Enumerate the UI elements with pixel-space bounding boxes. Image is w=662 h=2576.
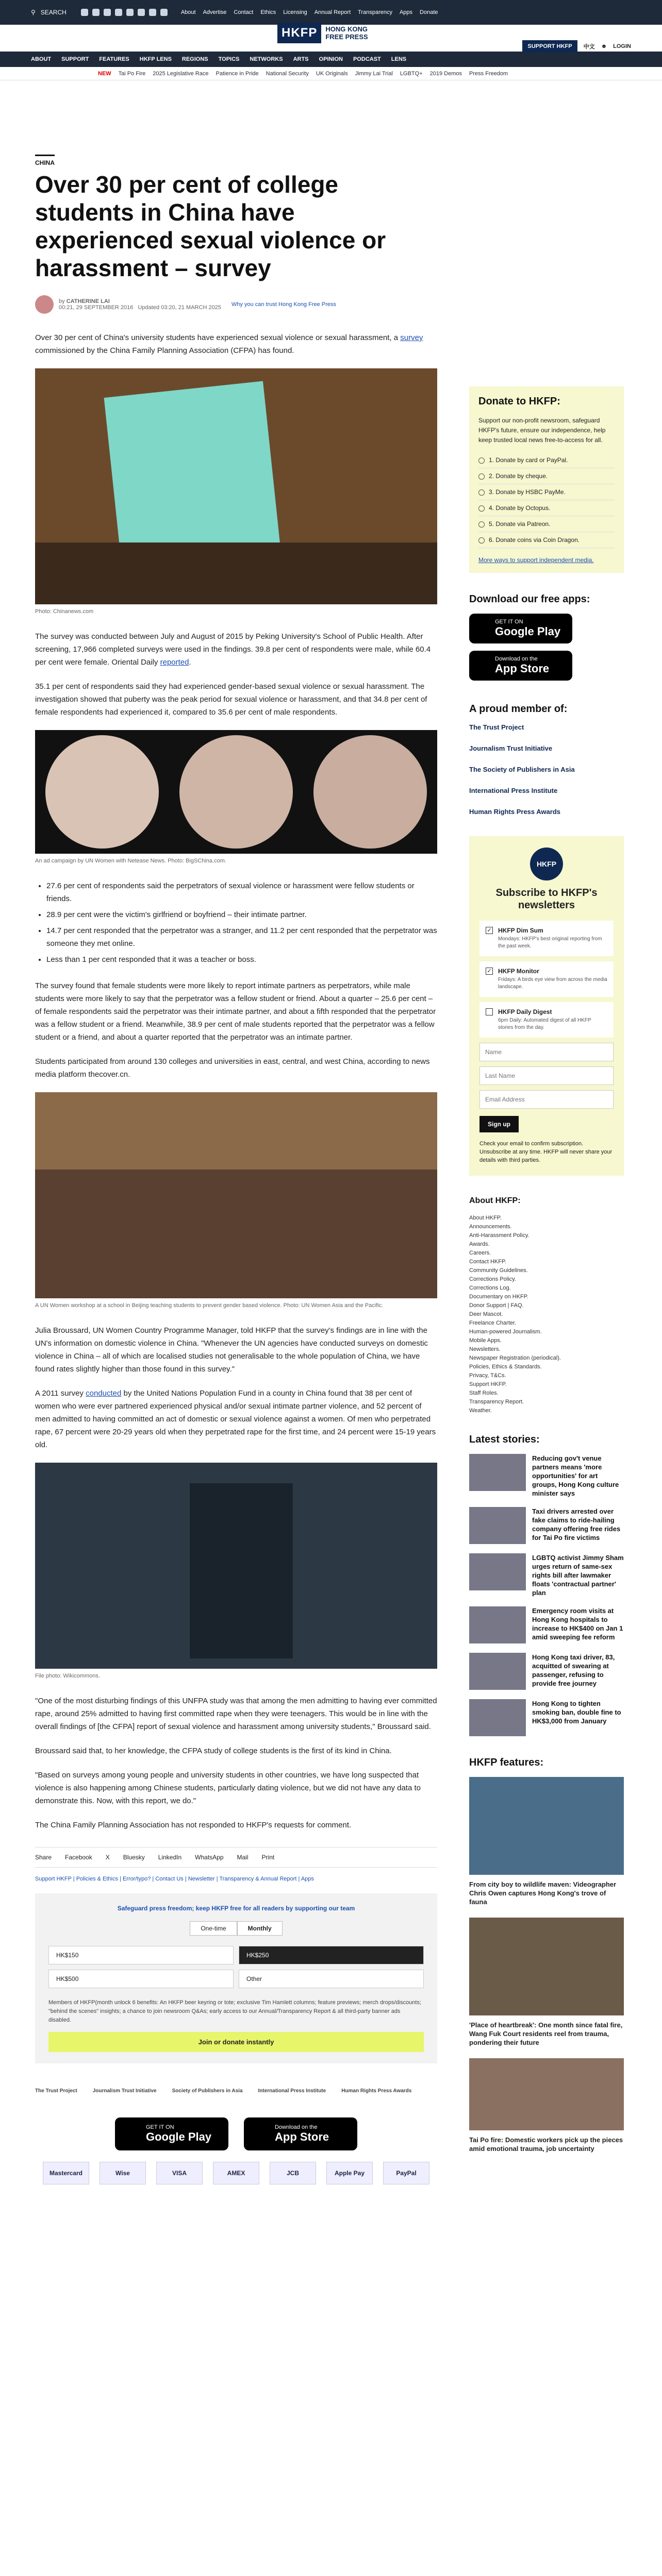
about-section — [469, 1196, 624, 1415]
story-item[interactable]: Reducing gov't venue partners means 'more opportunities' for art groups, Hong Kong culture minister says — [469, 1454, 624, 1498]
sidebar — [469, 386, 624, 2164]
search-link[interactable]: SEARCH — [40, 9, 67, 16]
story-thumbnail — [469, 1553, 526, 1590]
about-link[interactable]: Community Guidelines. — [469, 1267, 528, 1274]
whatsapp-icon[interactable] — [160, 9, 168, 16]
checkbox-icon[interactable] — [486, 1008, 493, 1015]
newsletter-option[interactable]: ✓ HKFP Dim Sum Mondays: HKFP's best original reporting from the past week. — [479, 921, 614, 956]
list-item: • Less than 1 per cent responded that it was a teacher or boss. — [46, 953, 437, 966]
link-ethics[interactable]: Ethics — [260, 9, 276, 15]
sopa-logo[interactable]: The Society of Publishers in Asia — [469, 766, 575, 773]
publish-date: 00:21, 29 SEPTEMBER 2016 — [59, 304, 134, 311]
ipi-logo[interactable]: International Press Institute — [258, 2088, 326, 2094]
about-link[interactable]: Transparency Report. — [469, 1399, 524, 1405]
amount-options — [48, 1946, 424, 1988]
link-about[interactable]: About — [180, 9, 196, 15]
logo-mark: HKFP — [277, 23, 321, 43]
about-link[interactable]: Announcements. — [469, 1224, 512, 1230]
hrpa-logo[interactable]: Human Rights Press Awards — [469, 808, 560, 816]
story-thumbnail — [469, 1653, 526, 1690]
about-link[interactable]: Corrections Policy. — [469, 1276, 516, 1282]
jti-logo[interactable]: Journalism Trust Initiative — [469, 744, 553, 752]
list-item: • 14.7 per cent responded that the perpetrator was a stranger, and 11.2 per cent responded that the perpetrator was someone they met online. — [46, 924, 437, 950]
nav-opinion[interactable]: OPINION — [319, 56, 343, 62]
mastercard-icon: Mastercard — [43, 2162, 89, 2184]
link-transparency[interactable]: Transparency — [358, 9, 392, 15]
article-footer-links[interactable]: Support HKFP | Policies & Ethics | Error/typo? | Contact Us | Newsletter | Transparency & Annual Report | Apps — [35, 1876, 314, 1882]
email-input[interactable] — [479, 1090, 614, 1109]
nav-lens[interactable]: LENS — [391, 56, 407, 62]
feature-title[interactable]: From city boy to wildlife maven: Videographer Chris Owen captures Hong Kong's trove of fauna — [469, 1880, 617, 1906]
radio-icon — [478, 537, 485, 544]
telegram-icon[interactable] — [149, 9, 156, 16]
sopa-logo[interactable]: Society of Publishers in Asia — [172, 2088, 243, 2094]
article-title: Over 30 per cent of college students in China have experienced sexual violence or harassment – survey — [35, 171, 386, 281]
paragraph: "Based on surveys among young people and university students in other countries, we have long suspected that violence is also happening among Chinese students, particularly dating violence, but we did not have any data to demonstrate this. Now, with this report, we do." — [35, 1771, 421, 1805]
about-link[interactable]: About HKFP. — [469, 1215, 502, 1221]
about-heading: About HKFP: — [469, 1196, 521, 1205]
utility-links — [181, 9, 438, 15]
app-store-badges — [35, 2117, 437, 2150]
link-apps[interactable]: Apps — [399, 9, 413, 15]
share-whatsapp[interactable]: WhatsApp — [195, 1854, 224, 1861]
trending-label: NEW — [98, 70, 111, 77]
name-input[interactable] — [479, 1043, 614, 1061]
nav-about[interactable]: ABOUT — [31, 56, 52, 62]
about-link[interactable]: Donor Support | FAQ. — [469, 1302, 524, 1309]
about-link[interactable]: Documentary on HKFP. — [469, 1294, 528, 1300]
share-bluesky[interactable]: Bluesky — [123, 1854, 145, 1861]
search-icon[interactable]: ⚲ — [31, 9, 36, 16]
logo-text: HONG KONG FREE PRESS — [325, 25, 368, 41]
features-heading: HKFP features: — [469, 1757, 544, 1768]
login-link[interactable]: LOGIN — [613, 43, 631, 49]
about-link[interactable]: Awards. — [469, 1241, 490, 1247]
join-donate-button[interactable]: Join or donate instantly — [48, 2032, 424, 2052]
link-advertise[interactable]: Advertise — [203, 9, 227, 15]
about-link[interactable]: Privacy, T&Cs. — [469, 1372, 506, 1379]
article-image-workshop — [35, 1092, 437, 1298]
donate-option[interactable]: 6. Donate coins via Coin Dragon. — [478, 532, 615, 548]
article-image-report-cover — [35, 368, 437, 604]
trending-item[interactable]: 2019 Demos — [429, 70, 462, 77]
about-link[interactable]: Staff Roles. — [469, 1390, 499, 1396]
about-link[interactable]: Careers. — [469, 1250, 491, 1256]
trending-item[interactable]: 2025 Legislative Race — [153, 70, 209, 77]
main-nav — [0, 52, 662, 67]
sidebar-app-badges — [469, 614, 624, 681]
donation-widget — [35, 1893, 437, 2063]
instagram-icon[interactable] — [104, 9, 111, 16]
nav-topics[interactable]: TOPICS — [218, 56, 240, 62]
story-thumbnail — [469, 1454, 526, 1491]
jcb-icon: JCB — [270, 2162, 316, 2184]
silhouette — [190, 1483, 293, 1658]
article — [35, 155, 437, 2195]
checkbox-checked-icon[interactable]: ✓ — [486, 927, 493, 934]
paragraph: 35.1 per cent of respondents said they had experienced gender-based sexual violence or sexual harassment. The investigation showed that puberty was the peak period for sexual violence or harassment, and that 34.8 per cent of female respondents had experienced it, compared to 35.6 per cent of male respondents. — [35, 682, 427, 717]
member-heading: A proud member of: — [469, 703, 568, 715]
linkedin-icon[interactable] — [126, 9, 134, 16]
link-annual-report[interactable]: Annual Report — [314, 9, 351, 15]
article-category[interactable]: CHINA — [35, 155, 55, 166]
image-caption: Photo: Chinanews.com — [35, 608, 94, 615]
paragraph: Broussard said that, to her knowledge, the CFPA study of college students is the first of its kind in China. — [35, 1747, 392, 1755]
app-store-badge[interactable]: Download on the App Store — [244, 2117, 357, 2150]
checkbox-checked-icon[interactable]: ✓ — [486, 968, 493, 975]
google-play-badge[interactable]: GET IT ON Google Play — [115, 2117, 228, 2150]
monthly-option[interactable]: Monthly — [237, 1921, 283, 1936]
support-button[interactable]: SUPPORT HKFP — [522, 40, 577, 53]
donate-intro: Support our non-profit newsroom, safeguard HKFP's future, ensure our independence, help keep trusted local news free-to-access for all. — [478, 417, 606, 444]
nav-features[interactable]: FEATURES — [99, 56, 129, 62]
donate-option[interactable]: 2. Donate by cheque. — [478, 468, 615, 484]
about-link[interactable]: Anti-Harassment Policy. — [469, 1232, 529, 1239]
article-image-file-photo — [35, 1463, 437, 1669]
amount-option[interactable]: HK$500 — [48, 1970, 234, 1988]
trending-item[interactable]: Jimmy Lai Trial — [355, 70, 393, 77]
nav-support[interactable]: SUPPORT — [61, 56, 89, 62]
donate-box — [469, 386, 624, 573]
member-logos — [469, 723, 624, 816]
donate-heading: Donate to HKFP: — [478, 396, 560, 407]
share-print[interactable]: Print — [261, 1854, 275, 1861]
trending-item[interactable]: Tai Po Fire — [118, 70, 146, 77]
amount-option-selected[interactable]: HK$250 — [239, 1946, 424, 1964]
list-item: • 27.6 per cent of respondents said the perpetrators of sexual violence or harassment were fellow students or friends. — [46, 879, 437, 905]
link-contact[interactable]: Contact — [234, 9, 254, 15]
trending-item[interactable]: UK Originals — [316, 70, 348, 77]
social-icons — [81, 9, 168, 16]
paragraph: Over 30 per cent of China's university students have experienced sexual violence or sexual harassment, a survey commissioned by the China Family Planning Association (CFPA) has found. — [35, 333, 423, 355]
radio-icon — [478, 489, 485, 496]
newsletter-option[interactable]: ✓ HKFP Monitor Fridays: A birds eye view from across the media landscape. — [479, 961, 614, 997]
face-2 — [179, 735, 293, 849]
story-thumbnail — [469, 1507, 526, 1544]
byline: by CATHERINE LAI 00:21, 29 SEPTEMBER 2016 Updated 03:20, 21 MARCH 2025 Why you can trust Hong Kong Free Press — [35, 295, 437, 314]
about-link[interactable]: Deer Mascot. — [469, 1311, 503, 1317]
newsletter-heading: Subscribe to HKFP's newsletters — [495, 887, 598, 911]
amount-option[interactable]: HK$150 — [48, 1946, 234, 1964]
about-link[interactable]: Newsletters. — [469, 1346, 501, 1352]
report-cover — [104, 381, 281, 567]
donate-option[interactable]: 5. Donate via Patreon. — [478, 516, 615, 532]
newsletter-note: Check your email to confirm subscription. Unsubscribe at any time. HKFP will never share your details with third parties. — [479, 1141, 613, 1163]
about-link[interactable]: Corrections Log. — [469, 1285, 511, 1291]
newsletter-logo: HKFP — [530, 848, 563, 880]
top-utility-bar — [0, 0, 662, 25]
hrpa-logo[interactable]: Human Rights Press Awards — [341, 2088, 412, 2094]
trending-bar — [0, 67, 662, 80]
feature-image[interactable] — [469, 1777, 624, 1875]
about-link[interactable]: Weather. — [469, 1408, 492, 1414]
share-label: Share — [35, 1854, 52, 1861]
signup-button[interactable]: Sign up — [479, 1116, 519, 1132]
face-1 — [45, 735, 159, 849]
radio-icon — [478, 505, 485, 512]
findings-list — [46, 879, 437, 966]
visa-icon: VISA — [156, 2162, 203, 2184]
about-list — [469, 1214, 624, 1415]
nav-arts[interactable]: ARTS — [293, 56, 309, 62]
payment-methods — [35, 2162, 437, 2184]
paragraph: A 2011 survey conducted by the United Nations Population Fund in a county in China found that 38 per cent of women who were ever partnered experienced physical and/or sexual intimate partner violence, and 52 percent of men admitted to having committed an act of domestic or sexual violence against a women. Of men who perpetrated rape, 67 percent were 20-29 years old when they perpetrated rape for the first time, and 24 percent were 15-19 years old. — [35, 1389, 436, 1449]
story-item[interactable]: Taxi drivers arrested over fake claims to ride-hailing company offering free rides for Tai Po fire victims — [469, 1507, 624, 1544]
author-name[interactable]: CATHERINE LAI — [66, 298, 110, 304]
one-time-option[interactable]: One-time — [190, 1921, 237, 1936]
link-licensing[interactable]: Licensing — [283, 9, 307, 15]
wall-banner — [35, 1092, 437, 1170]
youtube-icon[interactable] — [115, 9, 122, 16]
trending-item[interactable]: LGBTQ+ — [400, 70, 423, 77]
about-link[interactable]: Human-powered Journalism. — [469, 1329, 542, 1335]
share-bar — [35, 1847, 437, 1868]
apps-heading: Download our free apps: — [469, 594, 590, 605]
radio-icon — [478, 457, 485, 464]
trending-item[interactable]: Press Freedom — [469, 70, 508, 77]
feature-title[interactable]: 'Place of heartbreak': One month since fatal fire, Wang Fuk Court residents reel from trauma, pondering their future — [469, 2021, 623, 2046]
updated-date: Updated 03:20, 21 MARCH 2025 — [138, 304, 221, 311]
jti-logo[interactable]: Journalism Trust Initiative — [92, 2088, 157, 2094]
about-link[interactable]: Freelance Charter. — [469, 1320, 517, 1326]
header-actions — [522, 40, 631, 53]
paragraph: The China Family Planning Association has not responded to HKFP's requests for comment. — [35, 1821, 352, 1829]
reported-link[interactable]: reported — [160, 658, 189, 667]
ipi-logo[interactable]: International Press Institute — [469, 787, 558, 794]
trust-logos — [35, 2079, 437, 2103]
latest-heading: Latest stories: — [469, 1434, 540, 1445]
last-name-input[interactable] — [479, 1066, 614, 1085]
about-link[interactable]: Mobile Apps. — [469, 1337, 502, 1344]
nav-hkfp-lens[interactable]: HKFP LENS — [139, 56, 172, 62]
amount-other[interactable]: Other — [239, 1970, 424, 1988]
threads-icon[interactable] — [138, 9, 145, 16]
more-ways-link[interactable]: More ways to support independent media. — [478, 556, 594, 564]
latest-stories — [469, 1434, 624, 1736]
nav-podcast[interactable]: PODCAST — [353, 56, 381, 62]
survey-link[interactable]: survey — [400, 333, 423, 342]
wise-icon: Wise — [100, 2162, 146, 2184]
link-donate[interactable]: Donate — [420, 9, 438, 15]
newsletter-option[interactable]: HKFP Daily Digest 6pm Daily: Automated digest of all HKFP stories from the day. — [479, 1002, 614, 1038]
feature-image[interactable] — [469, 2058, 624, 2130]
about-link[interactable]: Support HKFP. — [469, 1381, 507, 1387]
radio-icon — [478, 473, 485, 480]
trending-item[interactable]: National Security — [266, 70, 309, 77]
feature-title[interactable]: Tai Po fire: Domestic workers pick up the pieces amid emotional trauma, job uncertainty — [469, 2136, 623, 2153]
apple-pay-icon: Apple Pay — [326, 2162, 373, 2184]
user-icon[interactable]: ☻ — [601, 43, 607, 49]
facebook-icon[interactable] — [81, 9, 88, 16]
share-facebook[interactable]: Facebook — [65, 1854, 92, 1861]
amex-icon: AMEX — [213, 2162, 259, 2184]
paragraph: Julia Broussard, UN Women Country Programme Manager, told HKFP that the survey's findings are in line with the UN's information on domestic violence in China. "Whenever the UN agencies have conducted surveys on domestic violence in China – all of which are localised studies not generalisable to the whole population of China, we have found rates slightly higher than those found in this survey." — [35, 1326, 428, 1374]
trust-link[interactable]: Why you can trust Hong Kong Free Press — [231, 301, 336, 308]
trust-project-logo[interactable]: The Trust Project — [469, 723, 524, 731]
paragraph: "One of the most disturbing findings of this UNFPA study was that among the men admitting to having ever committed rape, around 25% admitted to having first committed rape when they were teenagers. This would be in line with the overall findings of [the CFPA] report of sexual violence and harassment among university students," Broussard said. — [35, 1697, 437, 1731]
about-link[interactable]: Policies, Ethics & Standards. — [469, 1364, 542, 1370]
image-caption: An ad campaign by UN Women with Netease News. Photo: BigSChina.com. — [35, 858, 226, 864]
share-x[interactable]: X — [105, 1854, 110, 1861]
member-benefits: Members of HKFP(month unlock 6 benefits: An HKFP beer keyring or tote; exclusive Tim Hamlett columns; feature previews; merch drops/discounts; "behind the scenes" insights; a chance to join newsroom Q&As; early access to our Annual/Transparency Report & all third-party banner ads disabled. — [48, 1999, 422, 2023]
trust-project-logo[interactable]: The Trust Project — [35, 2088, 77, 2094]
paragraph: The survey was conducted between July and August of 2015 by Peking University's School of Public Health. After screening, 17,966 completed surveys were used in the findings. 39.8 per cent of respondents were male, while 60.4 per cent were female. Oriental Daily reported. — [35, 632, 431, 667]
radio-icon — [478, 521, 485, 528]
donate-option[interactable]: 4. Donate by Octopus. — [478, 500, 615, 516]
trending-item[interactable]: Patience in Pride — [216, 70, 259, 77]
story-thumbnail — [469, 1606, 526, 1643]
about-link[interactable]: Newspaper Registration (periodical). — [469, 1355, 561, 1361]
story-thumbnail — [469, 1699, 526, 1736]
donation-title[interactable]: Safeguard press freedom; keep HKFP free for all readers by supporting our team — [117, 1905, 355, 1912]
frequency-toggle — [48, 1921, 424, 1936]
features-section — [469, 1757, 624, 2153]
feature-image[interactable] — [469, 1918, 624, 2015]
story-item[interactable]: LGBTQ activist Jimmy Sham urges return of same-sex rights bill after lawmaker floats 'contractual partner' plan — [469, 1553, 624, 1597]
donate-option[interactable]: 3. Donate by HSBC PayMe. — [478, 484, 615, 500]
paypal-icon: PayPal — [383, 2162, 429, 2184]
story-item[interactable]: Hong Kong to tighten smoking ban, double fine to HK$3,000 from January — [469, 1699, 624, 1736]
app-store-badge[interactable]: Download on the App Store — [469, 651, 572, 681]
list-item: • 28.9 per cent were the victim's girlfriend or boyfriend – their intimate partner. — [46, 908, 437, 921]
author-avatar — [35, 295, 54, 314]
paragraph: The survey found that female students were more likely to report intimate partners as perpetrators, while male students were more likely to say that the perpetrator was a fellow student or friend. About a quarter – 25.6 per cent – of female respondents said the perpetrator was their intimate partner, and about a fifth responded that the perpetrator was a fellow student or a friend. Meanwhile, 38.9 per cent of male students reported that the perpetrator was a fellow student or a friend, and about a quarter reported that the perpetrator was an intimate partner. — [35, 981, 436, 1042]
article-image-un-women-campaign — [35, 730, 437, 854]
face-3 — [313, 735, 427, 849]
image-caption: A UN Women workshop at a school in Beijing teaching students to prevent gender based violence. Photo: UN Women Asia and the Pacific. — [35, 1302, 384, 1309]
share-linkedin[interactable]: LinkedIn — [158, 1854, 182, 1861]
paragraph: Students participated from around 130 colleges and universities in east, central, and west China, according to news media platform thecover.cn. — [35, 1057, 430, 1079]
nav-regions[interactable]: REGIONS — [181, 56, 208, 62]
site-logo[interactable] — [277, 23, 368, 43]
image-caption: File photo: Wikicommons. — [35, 1673, 100, 1679]
language-switch[interactable]: 中文 — [583, 44, 595, 50]
donate-option[interactable]: 1. Donate by card or PayPal. — [478, 452, 615, 468]
newsletter-box — [469, 836, 624, 1176]
story-item[interactable]: Hong Kong taxi driver, 83, acquitted of swearing at passenger, refusing to provide free journey — [469, 1653, 624, 1690]
conducted-link[interactable]: conducted — [86, 1389, 122, 1398]
x-icon[interactable] — [92, 9, 100, 16]
google-play-badge[interactable]: GET IT ON Google Play — [469, 614, 572, 643]
about-link[interactable]: Contact HKFP. — [469, 1259, 506, 1265]
story-item[interactable]: Emergency room visits at Hong Kong hospitals to increase to HK$400 on Jan 1 amid sweeping fee reform — [469, 1606, 624, 1643]
table-surface — [35, 543, 437, 604]
nav-networks[interactable]: NETWORKS — [250, 56, 283, 62]
share-mail[interactable]: Mail — [237, 1854, 249, 1861]
